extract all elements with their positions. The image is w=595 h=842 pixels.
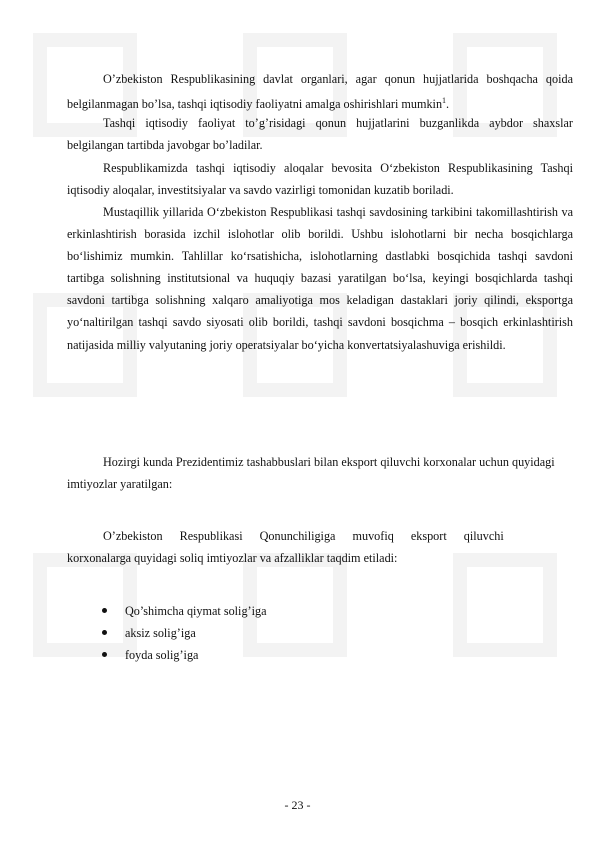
list-item-text: foyda solig’iga [125, 648, 199, 663]
list-item [67, 644, 467, 666]
footnote-marker[interactable]: 1 [442, 96, 447, 106]
list-item [67, 600, 467, 622]
paragraph-tax-privileges [67, 525, 573, 569]
bullet-icon [102, 630, 107, 635]
paragraph-end: . [446, 97, 450, 112]
paragraph-ministry: Respublikamizda tashqi iqtisodiy aloqalar bevosita O‘zbekiston Respublikasining Tashqi iqtisodiy aloqalar, investitsiyalar va savdo vazirligi tomonidan kuzatib boriladi. [67, 161, 573, 198]
paragraph-line: korxonalarga quyidagi soliq imtiyozlar va afzalliklar taqdim etiladi: [67, 551, 398, 566]
list-item-text: aksiz solig’iga [125, 626, 196, 641]
paragraph-privileges-intro: Hozirgi kunda Prezidentimiz tashabbuslari bilan eksport qiluvchi korxonalar uchun quyidagi imtiyozlar yaratilgan: [67, 455, 555, 492]
bullet-icon [102, 608, 107, 613]
paragraph-liability: Tashqi iqtisodiy faoliyat to’g’risidagi qonun hujjatlarini buzganlikda aybdor shaxslar belgilangan tartibda javobgar bo’ladilar. [67, 116, 573, 153]
tax-list [67, 600, 467, 666]
page-number: - 23 - [284, 798, 311, 812]
paragraph-line: O’zbekiston Respublikasi Qonunchiligiga muvofiq eksport qiluvchi [103, 529, 504, 543]
paragraph-text: O’zbekiston Respublikasining davlat organlari, agar qonun hujjatlarida boshqacha qoida belgilanmagan bo’lsa, tashqi iqtisodiy faoliyatni amalga oshirishlari mumkin [67, 72, 573, 112]
list-item-text: Qo’shimcha qiymat solig’iga [125, 604, 267, 618]
bullet-icon [102, 652, 107, 657]
paragraph-reforms: Mustaqillik yillarida O‘zbekiston Respublikasi tashqi savdosining tarkibini takomillashtirish va erkinlashtirish borasida izchil islohotlar olib borildi. Ushbu islohotlarni bir necha bosqichlarga bo‘lishimiz mumkin. Tahlillar ko‘rsatishicha, islohotlarning dastlabki bosqichida tashqi savdoni tartibga solishning institutsional va huquqiy bazasi yaratilgan bo‘lsa, keyingi bosqichlarda tashqi savdoni tartibga solishning xalqaro amaliyotiga mos keladigan dastaklari joriy qilindi, eksportga yo‘naltirilgan tashqi savdo siyosati olib borildi, tashqi savdoni bosqichma – bosqich erkinlashtirish natijasida milliy valyutaning joriy operatsiyalar bo‘yicha konvertatsiyalashuviga erishildi. [67, 205, 573, 352]
list-item [67, 622, 467, 644]
paragraph-state-organs [67, 68, 573, 115]
